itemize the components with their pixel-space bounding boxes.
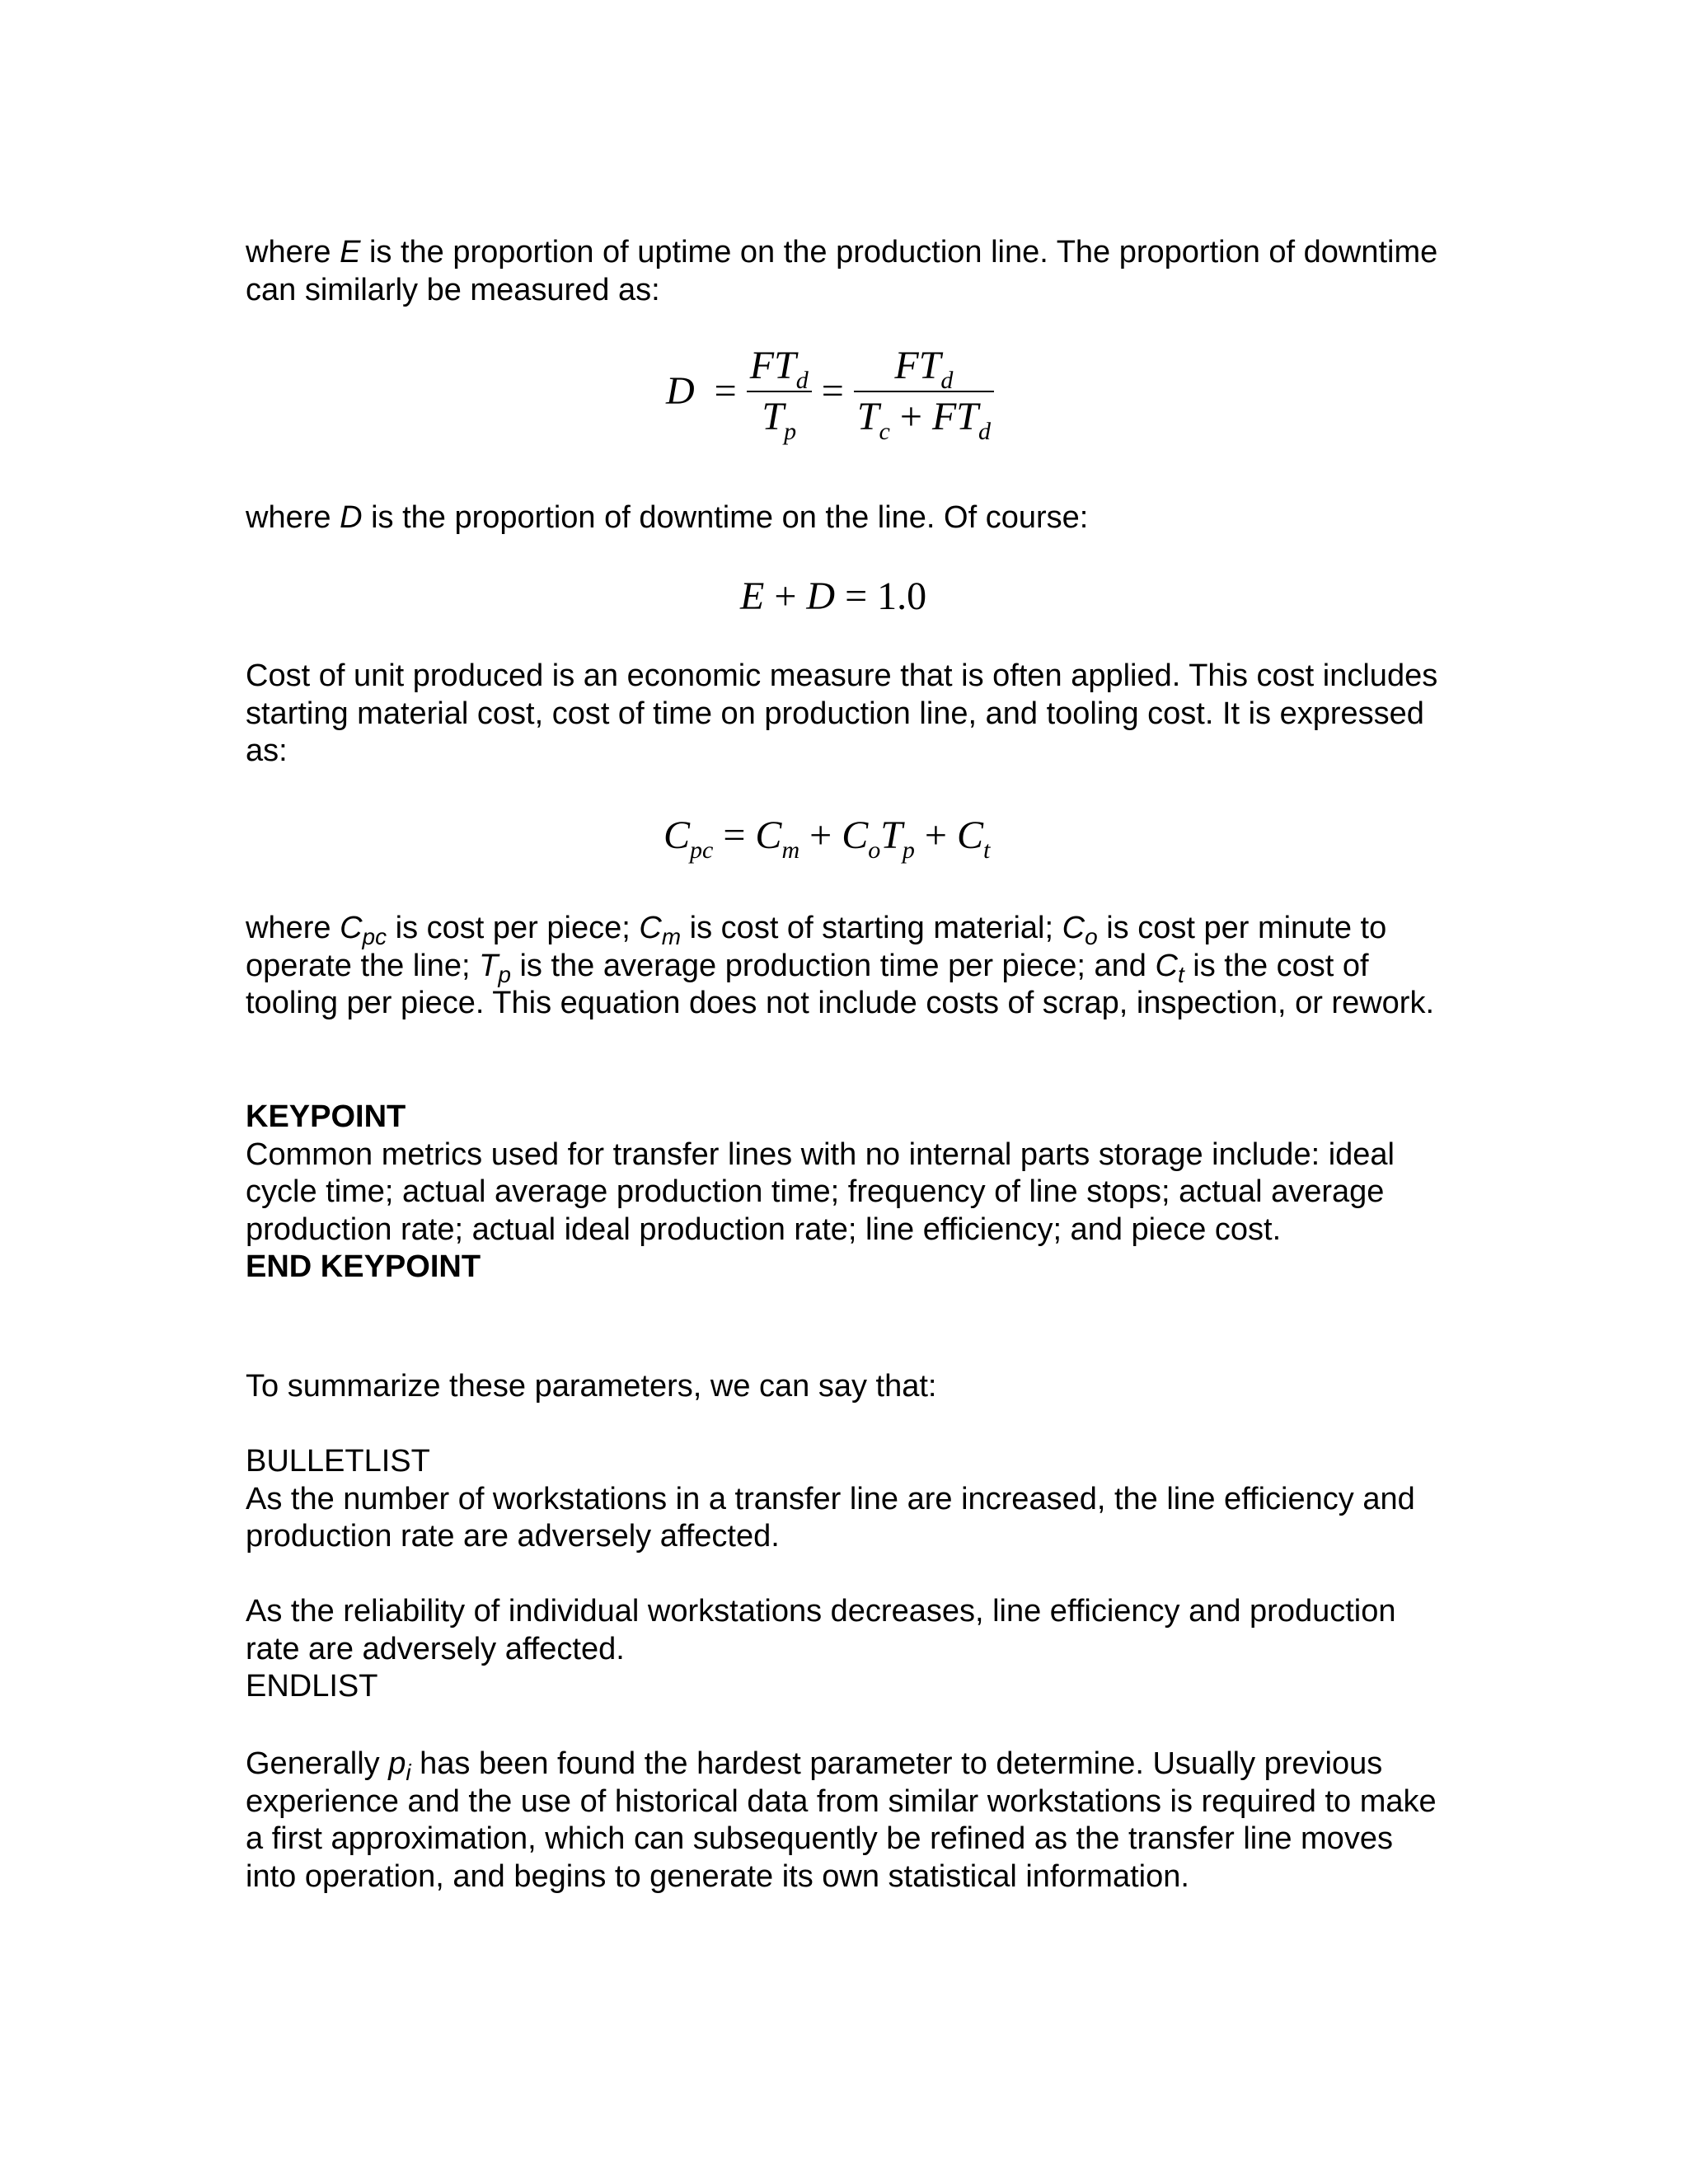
subscript: t — [983, 837, 991, 864]
variable: T — [479, 948, 499, 983]
eq-plus: + — [799, 813, 842, 857]
bullet-list — [246, 1443, 1449, 1706]
text: is cost per minute to operate the line; — [246, 911, 1387, 983]
eq-equals: = — [714, 369, 737, 413]
eq-plus: + — [764, 574, 807, 618]
variable-e: E — [340, 235, 361, 269]
equation-downtime — [666, 344, 994, 445]
paragraph-cost-intro: Cost of unit produced is an economic measure that is often applied. This cost includes starting material cost, cost of time on production line, and tooling cost. It is expressed as: — [246, 658, 1438, 768]
eq-term: T — [880, 813, 903, 857]
eq-term: C — [755, 813, 782, 857]
text: FT — [749, 344, 796, 387]
paragraph-cost-definitions — [246, 910, 1449, 1023]
variable: C — [1062, 911, 1085, 945]
spacer — [246, 1556, 1449, 1594]
fraction-1-denominator — [747, 392, 812, 445]
text: has been found the hardest parameter to determine. Usually previous experience and the use of historical data from similar workstations is required to make a first approximation, which can subsequently be refined as the transfer line moves into operation, and begins to generate its own statistical information. — [246, 1746, 1437, 1894]
fraction-2 — [854, 344, 994, 445]
subscript: c — [879, 418, 890, 445]
text: where — [246, 235, 340, 269]
keypoint-block — [246, 1099, 1449, 1286]
fraction-1 — [747, 344, 812, 445]
eq-equals: = — [835, 574, 878, 618]
subscript: t — [1177, 961, 1184, 987]
subscript: o — [1085, 924, 1098, 949]
list-item: As the reliability of individual workstations decreases, line efficiency and production rate are adversely affected. — [246, 1594, 1396, 1666]
subscript: i — [406, 1760, 411, 1785]
variable: C — [1155, 948, 1178, 983]
text: is cost of starting material; — [681, 911, 1062, 945]
keypoint-heading: KEYPOINT — [246, 1099, 406, 1134]
plus: + — [889, 395, 932, 438]
text: T — [762, 395, 785, 438]
text: is the proportion of downtime on the line. Of course: — [362, 500, 1089, 535]
eq-term: D — [806, 574, 836, 618]
eq-equals: = — [713, 813, 756, 857]
eq-term: C — [842, 813, 869, 857]
subscript: p — [784, 418, 797, 445]
eq-equals: = — [821, 369, 844, 413]
subscript: p — [902, 837, 915, 864]
bulletlist-end: ENDLIST — [246, 1669, 378, 1704]
text: FT — [894, 344, 941, 387]
fraction-2-denominator — [854, 392, 994, 445]
subscript: o — [868, 837, 881, 864]
paragraph-pi — [246, 1746, 1449, 1896]
keypoint-end: END KEYPOINT — [246, 1249, 481, 1284]
text: is cost per piece; — [387, 911, 640, 945]
eq-term: C — [663, 813, 691, 857]
text: where — [246, 500, 340, 535]
eq-value: 1.0 — [877, 574, 927, 618]
fraction-1-numerator — [747, 346, 812, 392]
eq-plus: + — [914, 813, 957, 857]
list-item: As the number of workstations in a transfer line are increased, the line efficiency and production rate are adversely affected. — [246, 1481, 1415, 1554]
subscript: m — [661, 924, 682, 949]
subscript: m — [781, 837, 800, 864]
eq-term: E — [740, 574, 765, 618]
subscript: d — [978, 418, 991, 445]
subscript: pc — [362, 924, 387, 949]
subscript: d — [940, 367, 954, 394]
text: where — [246, 911, 340, 945]
text: is the cost of tooling per piece. This equation does not include costs of scrap, inspection, or rework. — [246, 948, 1434, 1020]
variable-d: D — [340, 500, 363, 535]
paragraph-uptime — [246, 234, 1449, 309]
variable: C — [639, 911, 662, 945]
paragraph-summary-intro: To summarize these parameters, we can say that: — [246, 1369, 937, 1404]
variable-p: p — [388, 1746, 406, 1781]
text: is the average production time per piece; and — [510, 948, 1156, 983]
eq-lhs: D — [666, 369, 695, 413]
subscript: d — [795, 367, 809, 394]
subscript: pc — [690, 837, 714, 864]
variable: C — [340, 911, 363, 945]
text: is the proportion of uptime on the production line. The proportion of downtime can similarly be measured as: — [246, 235, 1438, 307]
text: Generally — [246, 1746, 389, 1781]
eq-term: C — [956, 813, 983, 857]
equation-cost — [663, 813, 991, 864]
keypoint-body: Common metrics used for transfer lines with no internal parts storage include: ideal cycle time; actual average production time; frequency of line stops; actual average production rate; actual ideal production rate; line efficiency; and piece cost. — [246, 1137, 1395, 1247]
paragraph-downtime — [246, 499, 1449, 537]
equation-sum — [740, 574, 927, 618]
text: FT — [931, 395, 978, 438]
fraction-2-numerator — [854, 346, 994, 392]
text: T — [856, 395, 879, 438]
bulletlist-start: BULLETLIST — [246, 1444, 430, 1479]
subscript: p — [498, 961, 511, 987]
